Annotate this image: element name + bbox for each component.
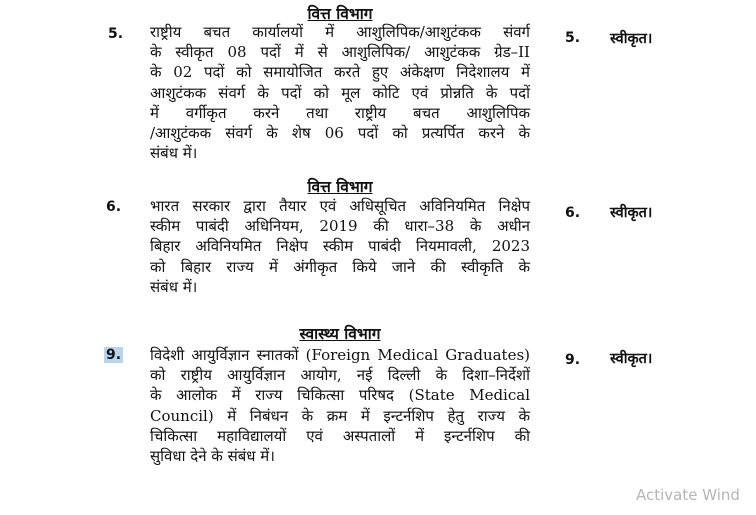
item-number: 9. <box>106 347 122 363</box>
text-line: को बिहार राज्य में अंगीकृत किये जाने की स्वीकृति के <box>150 257 530 276</box>
status-number: 6. <box>565 205 581 221</box>
status-number: 9. <box>565 352 581 368</box>
activation-watermark: Activate Wind <box>636 486 740 504</box>
text-line: Council) में निबंधन के क्रम में इन्टर्नशिप हेतु राज्य के <box>150 406 530 425</box>
text-line: के आलोक में राज्य चिकित्सा परिषद (State Medical <box>150 386 530 405</box>
status-text: स्वीकृत। <box>610 204 653 221</box>
department-heading: वित्त विभाग <box>307 4 373 23</box>
item-text <box>150 196 530 297</box>
text-line: भारत सरकार द्वारा तैयार एवं अधिसूचित अविनियमित निक्षेप <box>150 197 530 215</box>
status-text: स्वीकृत। <box>610 30 653 47</box>
text-line: विदेशी आयुर्विज्ञान स्नातकों (Foreign Medical Graduates) <box>150 346 530 364</box>
text-line: संबंध में। <box>150 277 198 296</box>
text-line: चिकित्सा महाविद्यालयों एवं अस्पतालों में इन्टर्नशिप की <box>150 426 530 445</box>
department-heading: स्वास्थ्य विभाग <box>299 324 381 343</box>
item-text <box>150 22 530 163</box>
text-line: में वर्गीकृत करने तथा राष्ट्रीय बचत आशुलिपिक <box>150 103 530 122</box>
text-line: /आशुटंकक संवर्ग के शेष 06 पदों को प्रत्यर्पित करने के <box>150 124 530 143</box>
item-text <box>150 345 530 466</box>
text-line: संबंध में। <box>150 144 198 163</box>
text-line: स्कीम पाबंदी अधिनियम, 2019 की धारा–38 के अधीन <box>150 217 530 236</box>
status-number: 5. <box>565 30 581 46</box>
text-line: सुविधा देने के संबंध में। <box>150 447 275 466</box>
text-line: के 02 पदों को समायोजित करते हुए अंकेक्षण निदेशालय में <box>150 63 530 82</box>
text-line: राष्ट्रीय बचत कार्यालयों में आशुलिपिक/आशुटंकक संवर्ग <box>150 23 530 41</box>
text-line: को राष्ट्रीय आयुर्विज्ञान आयोग, नई दिल्ली के दिशा–निर्देशों <box>150 366 530 385</box>
status-text: स्वीकृत। <box>610 350 653 367</box>
text-line: के स्वीकृत 08 पदों में से आशुलिपिक/ आशुटंकक ग्रेड–II <box>150 43 530 62</box>
text-line: आशुटंकक संवर्ग के पदों को मूल कोटि एवं प्रोन्नति के पदों <box>150 83 530 102</box>
text-line: बिहार अविनियमित निक्षेप स्कीम पाबंदी नियमावली, 2023 <box>150 237 530 256</box>
department-heading: वित्त विभाग <box>307 177 373 196</box>
item-number: 5. <box>108 26 124 42</box>
item-number: 6. <box>106 199 122 215</box>
